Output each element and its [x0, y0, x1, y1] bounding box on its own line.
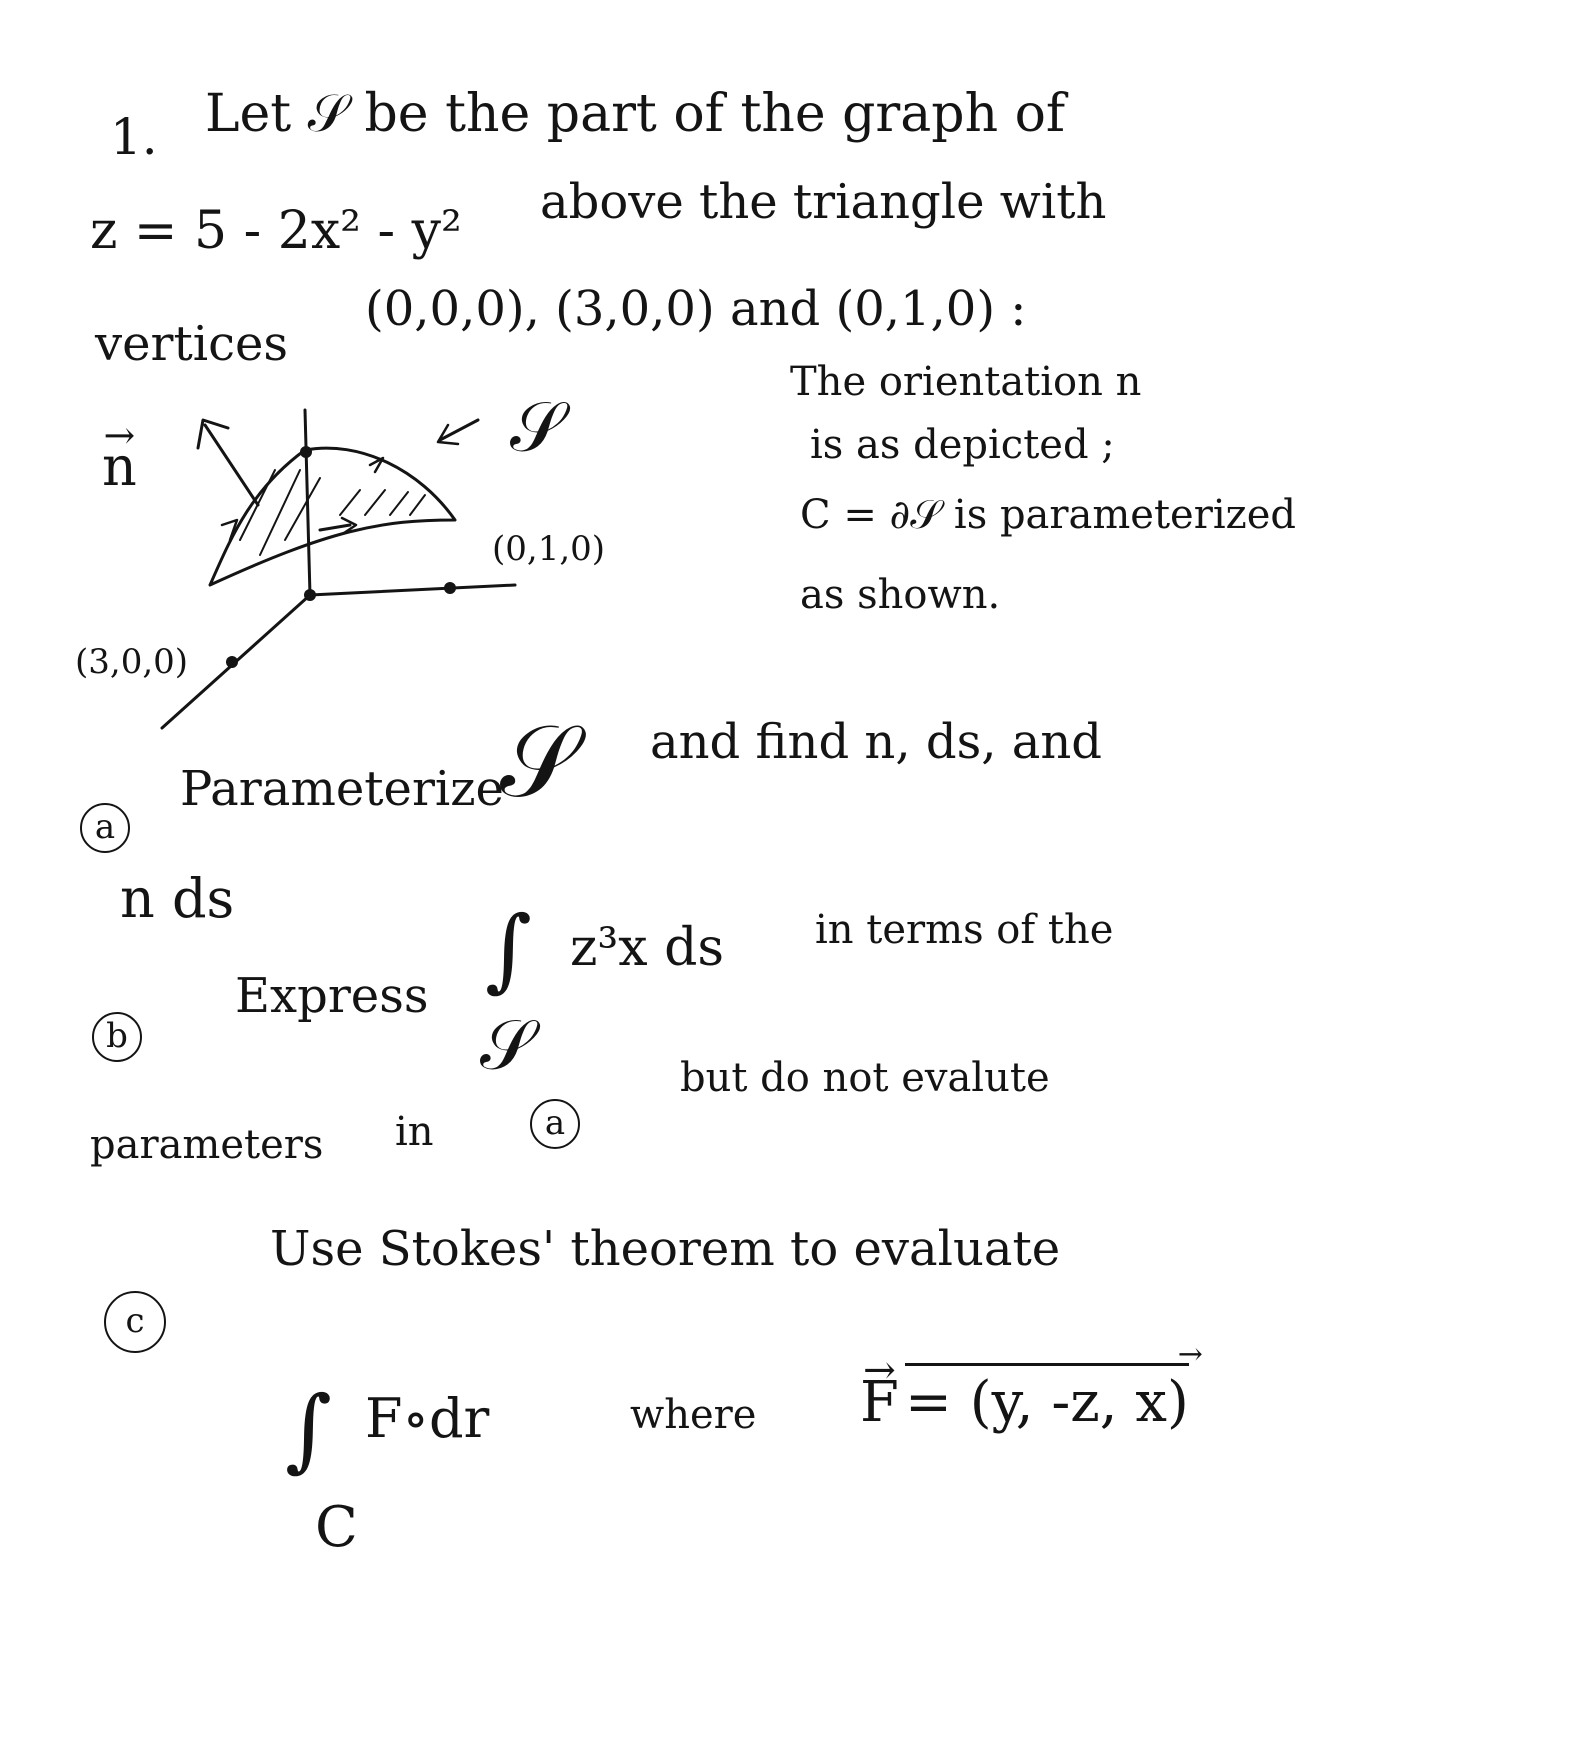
part-a-text: Parameterize: [180, 761, 504, 817]
part-b-rest-1: in terms of the: [815, 907, 1114, 953]
y-point-label: (0,1,0): [492, 529, 606, 569]
vector-field-rhs: = (y, -z, x) →: [905, 1375, 1189, 1431]
part-b-rest-2: but do not evalute: [680, 1055, 1050, 1101]
part-b-subscript: 𝒮: [480, 1004, 535, 1086]
part-b-integral: ∫: [485, 897, 532, 1002]
part-c-subscript: C: [315, 1495, 358, 1560]
part-b-verb: Express: [235, 968, 429, 1024]
note-line-3: C = ∂𝒮 is parameterized: [800, 492, 1296, 538]
part-c-integral: ∫: [285, 1377, 332, 1482]
part-c-where: where: [630, 1392, 757, 1438]
part-b-params: parameters: [90, 1122, 324, 1168]
surface-hatching: [240, 470, 425, 555]
apex-point: [300, 446, 312, 458]
note-line-1: The orientation n: [790, 359, 1142, 405]
boundary-arrow-left: [222, 520, 237, 540]
origin-point: [304, 589, 316, 601]
surface-outline: [210, 448, 455, 585]
surface-label: 𝒮: [510, 386, 565, 468]
vector-field-lhs: → F: [860, 1375, 899, 1431]
vertices-list: (0,0,0), (3,0,0) and (0,1,0) :: [365, 281, 1027, 337]
normal-arrow-head: [198, 420, 228, 448]
y-axis: [310, 585, 515, 595]
part-b-marker: b: [92, 1005, 142, 1062]
part-c-marker: c: [104, 1290, 166, 1353]
y-point: [444, 582, 456, 594]
problem-line-2: above the triangle with: [540, 174, 1107, 230]
note-line-2: is as depicted ;: [810, 422, 1115, 468]
problem-line-1: Let 𝒮 be the part of the graph of: [205, 84, 1066, 144]
note-line-4: as shown.: [800, 572, 1001, 618]
part-b-integrand: z³x ds: [570, 918, 725, 978]
vertices-label: vertices: [95, 316, 289, 372]
boundary-arrow-mid-shaft: [320, 525, 350, 530]
boundary-arrow-top: [370, 458, 383, 472]
part-b-ref-marker: a: [530, 1092, 580, 1149]
normal-arrow-shaft: [205, 425, 258, 505]
problem-number: 1.: [110, 108, 158, 166]
part-c-text: Use Stokes' theorem to evaluate: [270, 1221, 1061, 1277]
part-a-marker: a: [80, 796, 130, 853]
x-point: [226, 656, 238, 668]
normal-label: → n: [102, 440, 137, 494]
part-a-surface-symbol: 𝒮: [500, 703, 578, 820]
part-a-line-2: n ds: [120, 867, 235, 930]
x-point-label: (3,0,0): [75, 642, 189, 682]
part-b-in: in: [395, 1109, 434, 1155]
part-c-integrand: F∘dr: [365, 1387, 490, 1450]
surface-equation: z = 5 - 2x² - y²: [90, 201, 462, 261]
part-a-rest: and find n, ds, and: [650, 714, 1102, 770]
